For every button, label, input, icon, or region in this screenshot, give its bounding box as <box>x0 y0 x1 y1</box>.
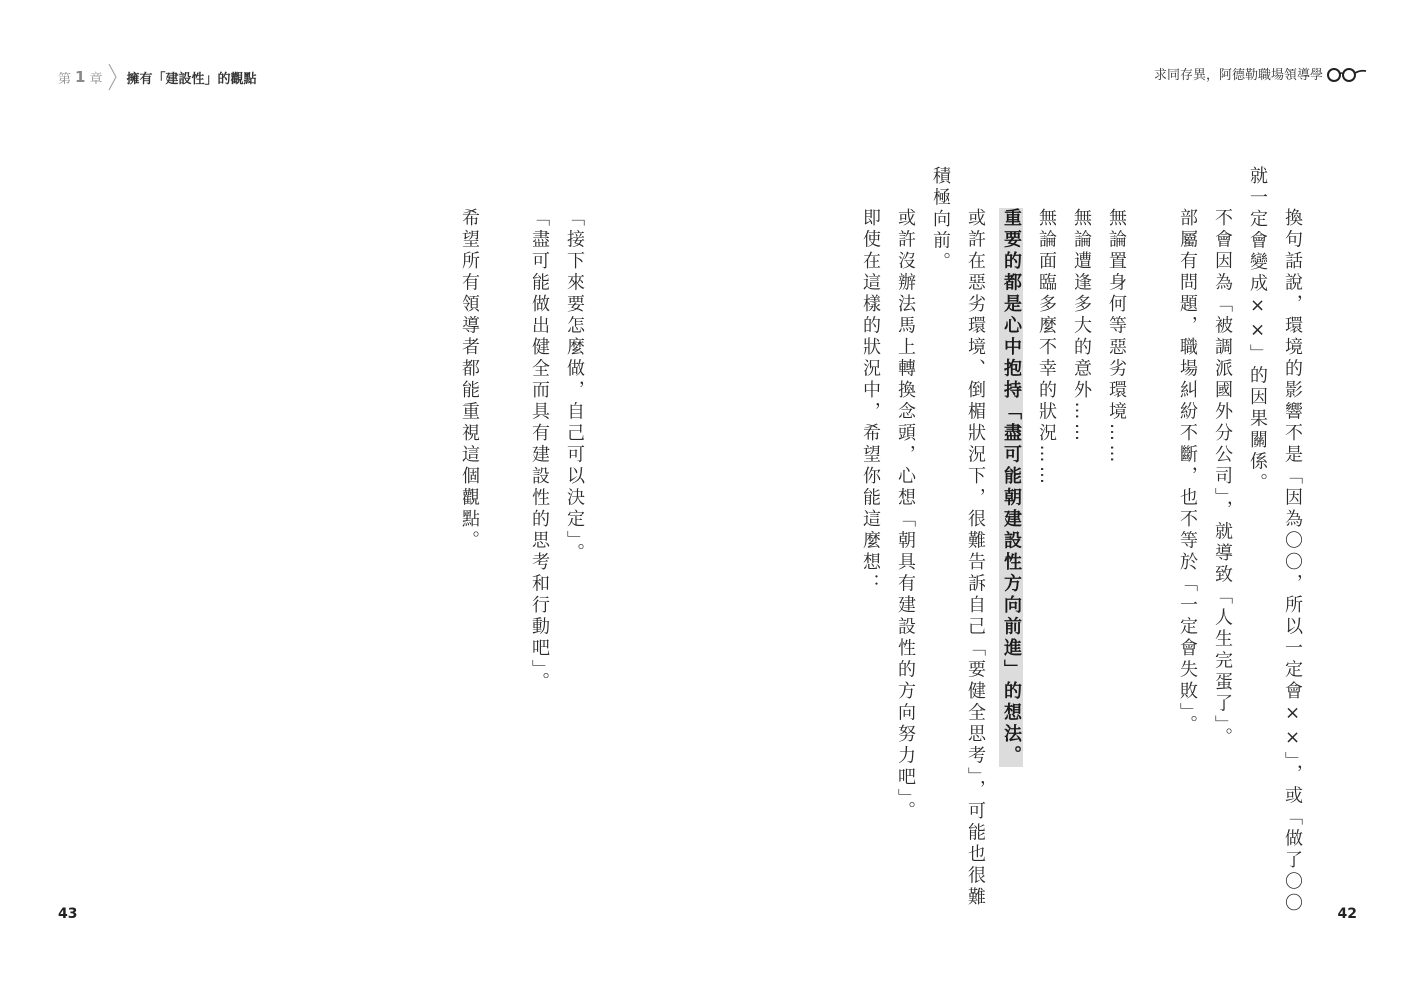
glasses-icon <box>1325 64 1367 84</box>
text-column-1: 換句話說，環境的影響不是「因為〇〇，所以一定會××」，或「做了〇〇 <box>1282 208 1303 915</box>
text-column-5: 無論置身何等惡劣環境…… <box>1106 208 1127 466</box>
text-column-14: 「盡可能做出健全而具有建設性的思考和行動吧」。 <box>529 208 550 694</box>
highlighted-key-sentence: 重要的都是心中抱持「盡可能朝建設性方向前進」的想法。 <box>1001 208 1022 767</box>
chevron-divider-icon <box>108 63 118 91</box>
text-column-9: 或許在惡劣環境、倒楣狀況下，很難告訴自己「要健全思考」，可能也很難 <box>965 208 986 909</box>
text-column-10: 積極向前。 <box>930 166 951 274</box>
chapter-title: 擁有「建設性」的觀點 <box>126 71 257 87</box>
text-column-2: 就一定會變成××」的因果關係。 <box>1247 166 1268 495</box>
text-column-6: 無論遭逢多大的意外…… <box>1071 208 1092 445</box>
text-column-12: 即使在這樣的狀況中，希望你能這麼想： <box>860 208 881 595</box>
chapter-suffix: 章 <box>89 71 103 87</box>
text-column-7: 無論面臨多麼不幸的狀況…… <box>1036 208 1057 488</box>
page-number-right: 42 <box>1337 906 1357 922</box>
chapter-label <box>58 68 102 87</box>
chapter-number: 1 <box>75 68 86 86</box>
page-number-left: 43 <box>58 906 78 922</box>
text-column-11: 或許沒辦法馬上轉換念頭，心想「朝具有建設性的方向努力吧」。 <box>895 208 916 823</box>
chapter-header <box>58 60 256 94</box>
text-column-15: 希望所有領導者都能重視這個觀點。 <box>459 208 480 552</box>
chapter-prefix: 第 <box>58 71 72 87</box>
text-column-3: 不會因為「被調派國外分公司」，就導致「人生完蛋了」。 <box>1212 208 1233 749</box>
text-column-4: 部屬有問題，職場糾紛不斷，也不等於「一定會失敗」。 <box>1177 208 1198 737</box>
book-title: 求同存異，阿德勒職場領導學 <box>1153 68 1323 83</box>
text-column-13: 「接下來要怎麼做，自己可以決定」。 <box>564 208 585 565</box>
